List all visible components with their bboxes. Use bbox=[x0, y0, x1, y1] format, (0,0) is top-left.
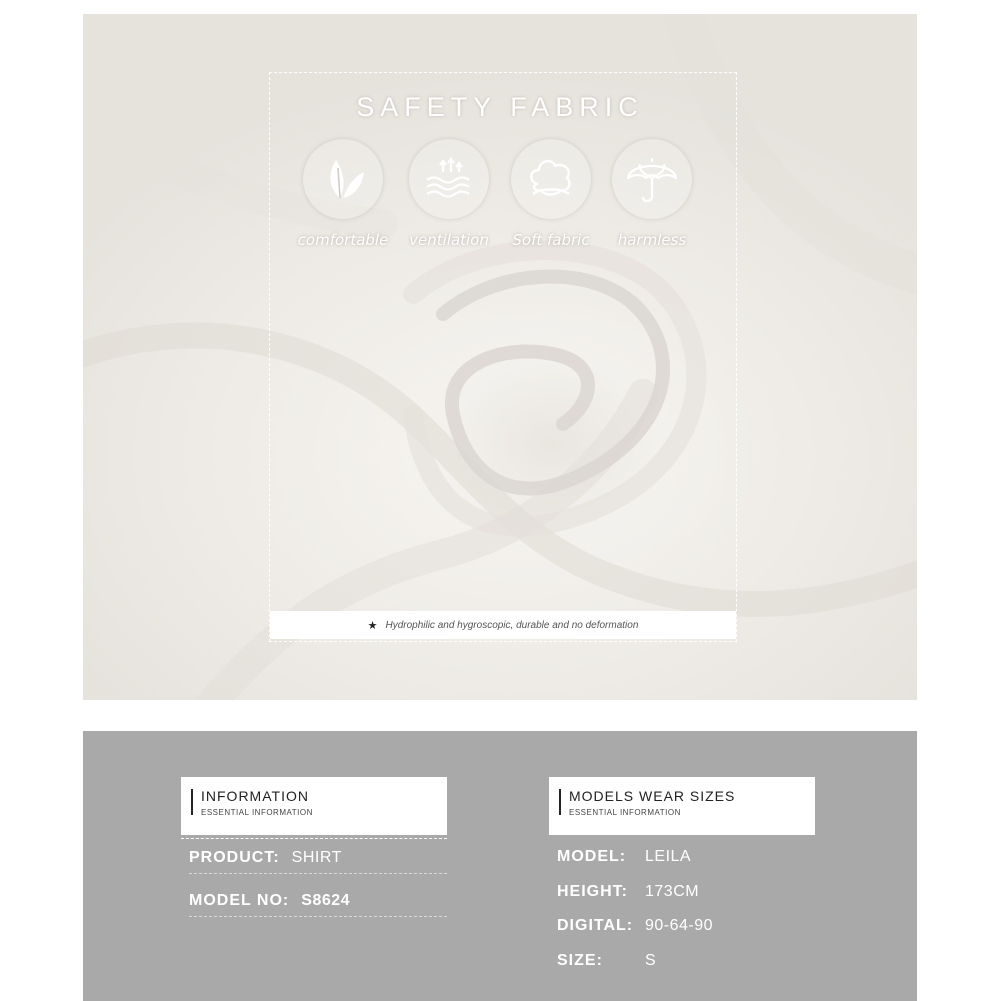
feature-soft-fabric bbox=[496, 139, 606, 249]
product-row bbox=[189, 849, 342, 867]
model-key: MODEL: bbox=[557, 848, 627, 865]
digital-value: 90-64-90 bbox=[645, 917, 714, 934]
row-divider bbox=[189, 873, 447, 874]
fabric-photo bbox=[83, 14, 917, 700]
feature-ventilation bbox=[394, 139, 504, 249]
feature-label: Soft fabric bbox=[512, 231, 590, 249]
product-value: SHIRT bbox=[291, 849, 342, 866]
digital-key: DIGITAL: bbox=[557, 917, 634, 934]
row-divider bbox=[189, 916, 447, 917]
tag-dashed-line bbox=[181, 838, 447, 839]
model-no-row bbox=[189, 892, 350, 910]
model-sizes-heading-tag bbox=[549, 777, 815, 835]
airflow-waves-icon bbox=[409, 139, 489, 219]
height-key: HEIGHT: bbox=[557, 883, 628, 900]
model-no-value: S8624 bbox=[301, 892, 351, 909]
leaf-icon bbox=[303, 139, 383, 219]
height-value: 173CM bbox=[645, 883, 700, 900]
feature-harmless bbox=[597, 139, 707, 249]
size-value: S bbox=[645, 952, 657, 969]
fabric-note-bar bbox=[270, 611, 736, 639]
size-key: SIZE: bbox=[557, 952, 603, 969]
information-heading-tag bbox=[181, 777, 447, 835]
feature-label: harmless bbox=[617, 231, 687, 249]
tag-accent-bar bbox=[559, 789, 561, 815]
fabric-note: Hydrophilic and hygroscopic, durable and no deformation bbox=[385, 619, 639, 631]
star-icon: ★ bbox=[367, 619, 378, 632]
banner-title: SAFETY FABRIC bbox=[356, 92, 644, 122]
cotton-icon bbox=[511, 139, 591, 219]
size-row bbox=[557, 952, 656, 970]
umbrella-icon bbox=[612, 139, 692, 219]
model-sizes-subheading: ESSENTIAL INFORMATION bbox=[569, 808, 681, 817]
model-row bbox=[557, 848, 691, 866]
model-no-key: MODEL NO: bbox=[189, 892, 290, 909]
product-info-panel bbox=[83, 731, 917, 1001]
product-key: PRODUCT: bbox=[189, 849, 280, 866]
feature-label: comfortable bbox=[297, 231, 389, 249]
tag-accent-bar bbox=[191, 789, 193, 815]
information-heading: INFORMATION bbox=[201, 788, 309, 804]
feature-label: ventilation bbox=[409, 231, 489, 249]
model-sizes-heading: MODELS WEAR SIZES bbox=[569, 788, 736, 804]
height-row bbox=[557, 883, 699, 901]
information-subheading: ESSENTIAL INFORMATION bbox=[201, 808, 313, 817]
digital-row bbox=[557, 917, 713, 935]
feature-icon-row bbox=[294, 139, 714, 259]
feature-comfortable bbox=[288, 139, 398, 249]
model-value: LEILA bbox=[645, 848, 692, 865]
